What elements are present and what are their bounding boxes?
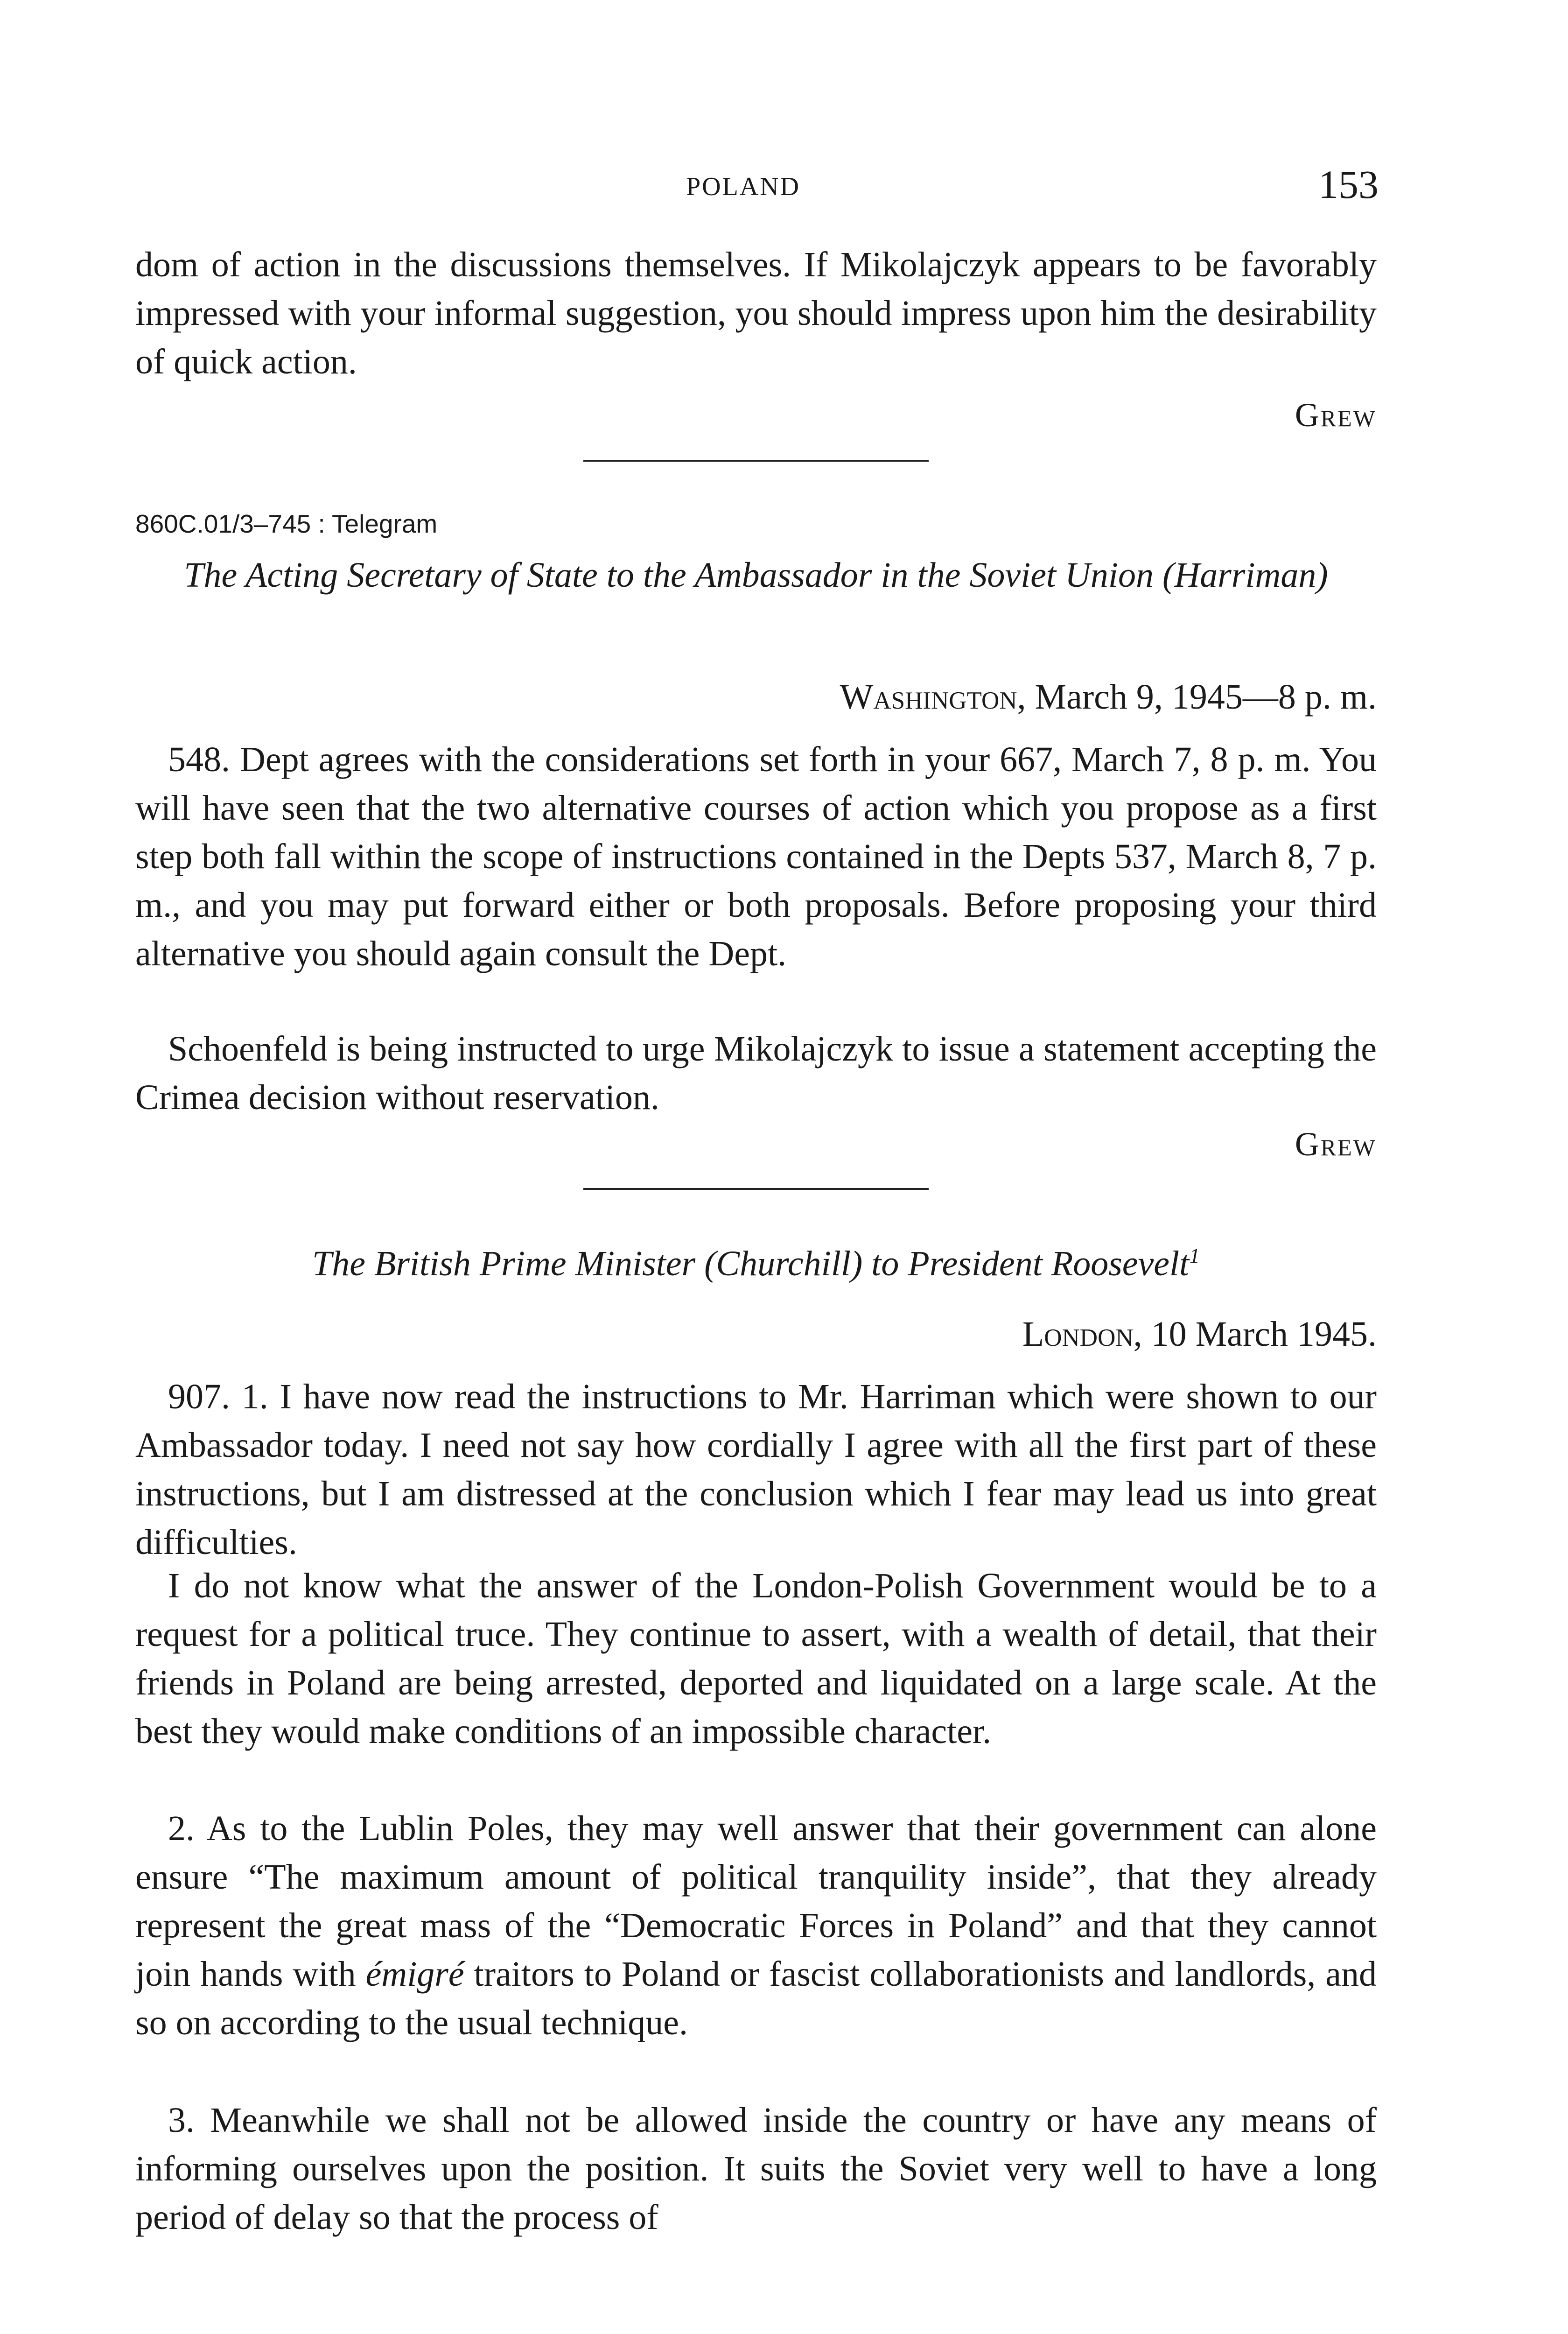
- doc2-paragraph-1: 907. 1. I have now read the instructions to Mr. Harriman which were shown to our Ambassador today. I need not say how cordially I agree with all the first part of these instructions, but I am distressed at the conclusion which I fear may lead us into great difficulties.: [135, 1377, 1377, 1562]
- page-number: 153: [1318, 162, 1379, 207]
- doc2-paragraph-2: I do not know what the answer of the London-Polish Government would be to a request for a political truce. They continue to assert, with a wealth of detail, that their friends in Poland are being arrested, deported and liquidated on a large scale. At the best they would make conditions of an impossible character.: [135, 1566, 1377, 1751]
- doc1-dateline-date: , March 9, 1945—8 p. m.: [1017, 677, 1377, 717]
- emphasized-word: émigré: [365, 1954, 464, 1994]
- doc2-paragraph-3-end: traitors to Poland or fascist collaborationists and landlords, and so on according to the usual technique.: [135, 1954, 1377, 2042]
- doc2-dateline: [1022, 1314, 1377, 1355]
- footnote-reference-marker: 1: [1189, 1244, 1200, 1268]
- doc1-heading: The Acting Secretary of State to the Ambassador in the Soviet Union (Harriman): [184, 555, 1328, 595]
- doc2-paragraph-4: 3. Meanwhile we shall not be allowed inside the country or have any means of informing ourselves upon the position. It suits the Soviet very well to have a long period of delay so that the process of: [135, 2101, 1377, 2237]
- doc2-dateline-place: London: [1022, 1315, 1134, 1354]
- doc1-dateline-place: Washington: [840, 677, 1017, 717]
- section-divider-2: [583, 1188, 929, 1190]
- doc1-dateline: [840, 677, 1377, 717]
- doc2-heading-text: The British Prime Minister (Churchill) to President Roosevelt: [312, 1244, 1190, 1283]
- file-reference: 860C.01/3–745 : Telegram: [135, 509, 438, 538]
- continued-paragraph: dom of action in the discussions themselves. If Mikolajczyk appears to be favorably impressed with your informal suggestion, you should impress upon him the desirability of quick action.: [135, 245, 1377, 381]
- doc2-dateline-date: , 10 March 1945.: [1133, 1315, 1377, 1354]
- running-head: POLAND: [686, 172, 801, 201]
- signature-grew-1: Grew: [1295, 396, 1377, 434]
- doc2-paragraph-3: [135, 1804, 1377, 2047]
- doc1-paragraph-1: 548. Dept agrees with the considerations set forth in your 667, March 7, 8 p. m. You will have seen that the two alternative courses of action which you propose as a first step both fall within the scope of instructions contained in the Depts 537, March 8, 7 p. m., and you may put forward either or both proposals. Before proposing your third alternative you should again consult the Dept.: [135, 740, 1377, 973]
- section-divider-1: [583, 460, 929, 462]
- doc2-heading: [135, 1239, 1377, 1288]
- doc1-paragraph-2: Schoenfeld is being instructed to urge Mikolajczyk to issue a statement accepting the Crimea decision without reservation.: [135, 1029, 1377, 1117]
- doc2-paragraph-3-start: 2. As to the Lublin Poles, they may well answer that their government can alone ensure “The maximum amount of political tranquility inside”, that they already represent the great mass of the “Democratic Forces in Poland” and that they cannot join hands with: [135, 1809, 1377, 1994]
- signature-grew-2: Grew: [1295, 1125, 1377, 1163]
